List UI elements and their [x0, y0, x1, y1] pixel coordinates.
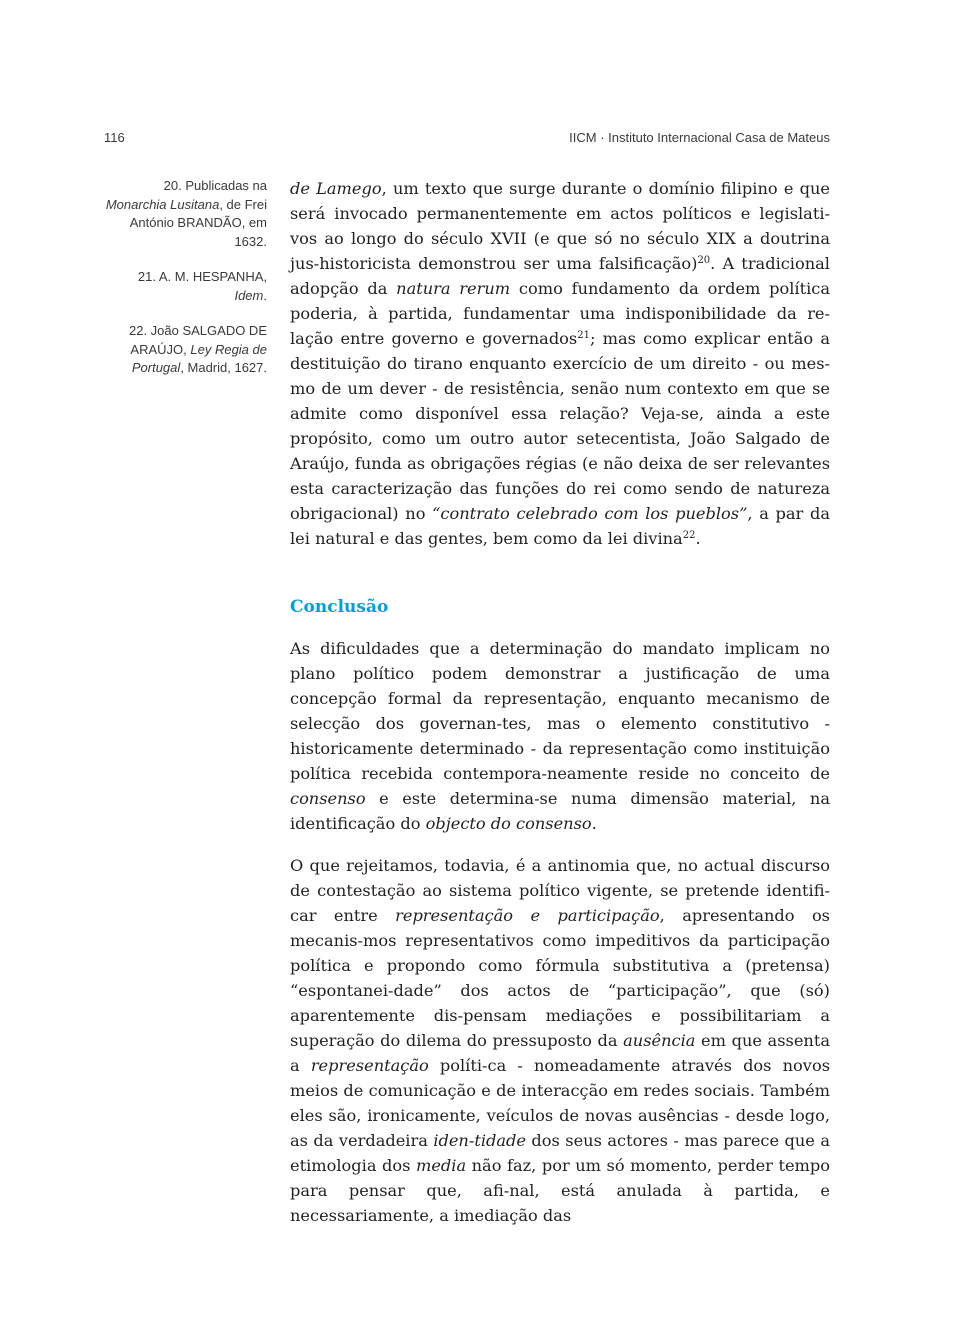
- text-run: O que rejeitamos, todavia, é a antinomia que, no actual discurso de contestação ao sistema político vigente, se pretende identifi-car entre: [290, 856, 830, 925]
- footnote-italic: Monarchia Lusitana: [105, 196, 220, 212]
- italic-term: representação e participação: [395, 906, 660, 925]
- italic-term: de Lamego: [290, 179, 382, 198]
- italic-term: objecto do consenso: [425, 814, 592, 833]
- text-run: As dificuldades que a determinação do mandato implicam no plano político podem demonstrar a justificação de uma concepção formal da representação, enquanto mecanismo de selecção dos governan-tes, mas o elemento constitutivo - historicamente determinado - da representação como instituição política recebida contempora-neamente reside no conceito de: [290, 639, 830, 783]
- footnote-text: 20. Publicadas na: [163, 178, 267, 193]
- text-run: , um texto que surge durante o domínio filipino e que será invocado permanentemente em actos políticos e legislati-vos ao longo do século XVII (e que só no século XIX a doutrina jus-historicista demonstrou ser uma falsificação): [290, 179, 830, 273]
- text-run: dos seus actores - mas parece que a etimologia dos: [290, 1131, 830, 1175]
- footnote-ref[interactable]: 21: [577, 330, 590, 341]
- running-title: IICM · Instituto Internacional Casa de Mateus: [569, 130, 830, 145]
- page-number: 116: [104, 130, 125, 145]
- running-header: [104, 130, 830, 150]
- footnote-italic: Idem: [234, 287, 264, 303]
- italic-term: ausência: [623, 1031, 696, 1050]
- text-run: . A tradicional adopção da: [290, 254, 830, 298]
- main-text: [290, 176, 830, 1228]
- text-run: não faz, por um só momento, perder tempo para pensar que, afi-nal, está anulada à partida, e necessariamente, a imediação das: [290, 1156, 830, 1225]
- footnote-22: [100, 322, 267, 378]
- paragraph-conclusion-2: [290, 853, 830, 1228]
- footnote-text: 22. João SALGADO DE ARAÚJO,: [128, 323, 267, 357]
- italic-term: media: [415, 1156, 467, 1175]
- footnote-20: [100, 177, 267, 251]
- text-run: , apresentando os mecanis-mos representativos como impeditivos da participação política e propondo como fórmula substitutiva a (pretensa) “espontanei-dade” dos actos de “participação”, que (só) aparentemente dis-pensam mediações e possibilitariam a superação do dilema do pressuposto da: [290, 906, 830, 1050]
- italic-term: “contrato celebrado com los pueblos”: [432, 504, 748, 523]
- paragraph-conclusion-1: [290, 636, 830, 836]
- text-run: e este determina-se numa dimensão material, na identificação do: [290, 789, 830, 833]
- italic-term: representação: [310, 1056, 429, 1075]
- paragraph-spacer: [290, 836, 830, 853]
- footnote-text: , Madrid, 1627.: [180, 360, 267, 375]
- italic-term: natura rerum: [396, 279, 511, 298]
- footnote-ref[interactable]: 20: [697, 255, 711, 266]
- footnotes-column: [100, 177, 267, 395]
- footnote-text: .: [263, 287, 267, 303]
- footnote-ref[interactable]: 22: [682, 530, 696, 541]
- footnote-21: [100, 268, 267, 305]
- text-run: ; mas como explicar então a destituição do tirano enquanto exercício de um direito - ou mes-mo de um dever - de resistência, senão num contexto em que se admite como disponível essa relação? Veja-se, ainda a este propósito, como um outro autor setecentista, João Salgado de Araújo, funda as obrigações régias (e não deixa de ser relevantes esta caracterização das funções do rei como sendo de natureza obrigacional) no: [290, 329, 830, 523]
- text-run: , a par da lei natural e das gentes, bem como da lei divina: [290, 504, 830, 548]
- footnote-text: , de Frei António BRANDÃO, em 1632.: [129, 196, 267, 249]
- text-run: .: [591, 814, 597, 833]
- footnote-italic: Ley Regia de Portugal: [131, 341, 267, 375]
- text-run: em que assenta a: [290, 1031, 830, 1075]
- section-heading: Conclusão: [290, 597, 389, 617]
- italic-term: consenso: [290, 789, 366, 808]
- footnote-text: 21. A. M. HESPANHA,: [137, 269, 267, 284]
- text-run: como fundamento da ordem política poderia, à partida, fundamentar uma indisponibilidade da re-lação entre governo e governados: [290, 279, 831, 348]
- paragraph-continuation: [290, 176, 830, 551]
- italic-term: iden-tidade: [433, 1131, 526, 1150]
- text-run: políti-ca - nomeadamente através dos novos meios de comunicação e de interacção em redes sociais. Também eles são, ironicamente, veículos de novas ausências - desde logo, as da verdadeira: [290, 1056, 831, 1150]
- text-run: .: [695, 529, 701, 548]
